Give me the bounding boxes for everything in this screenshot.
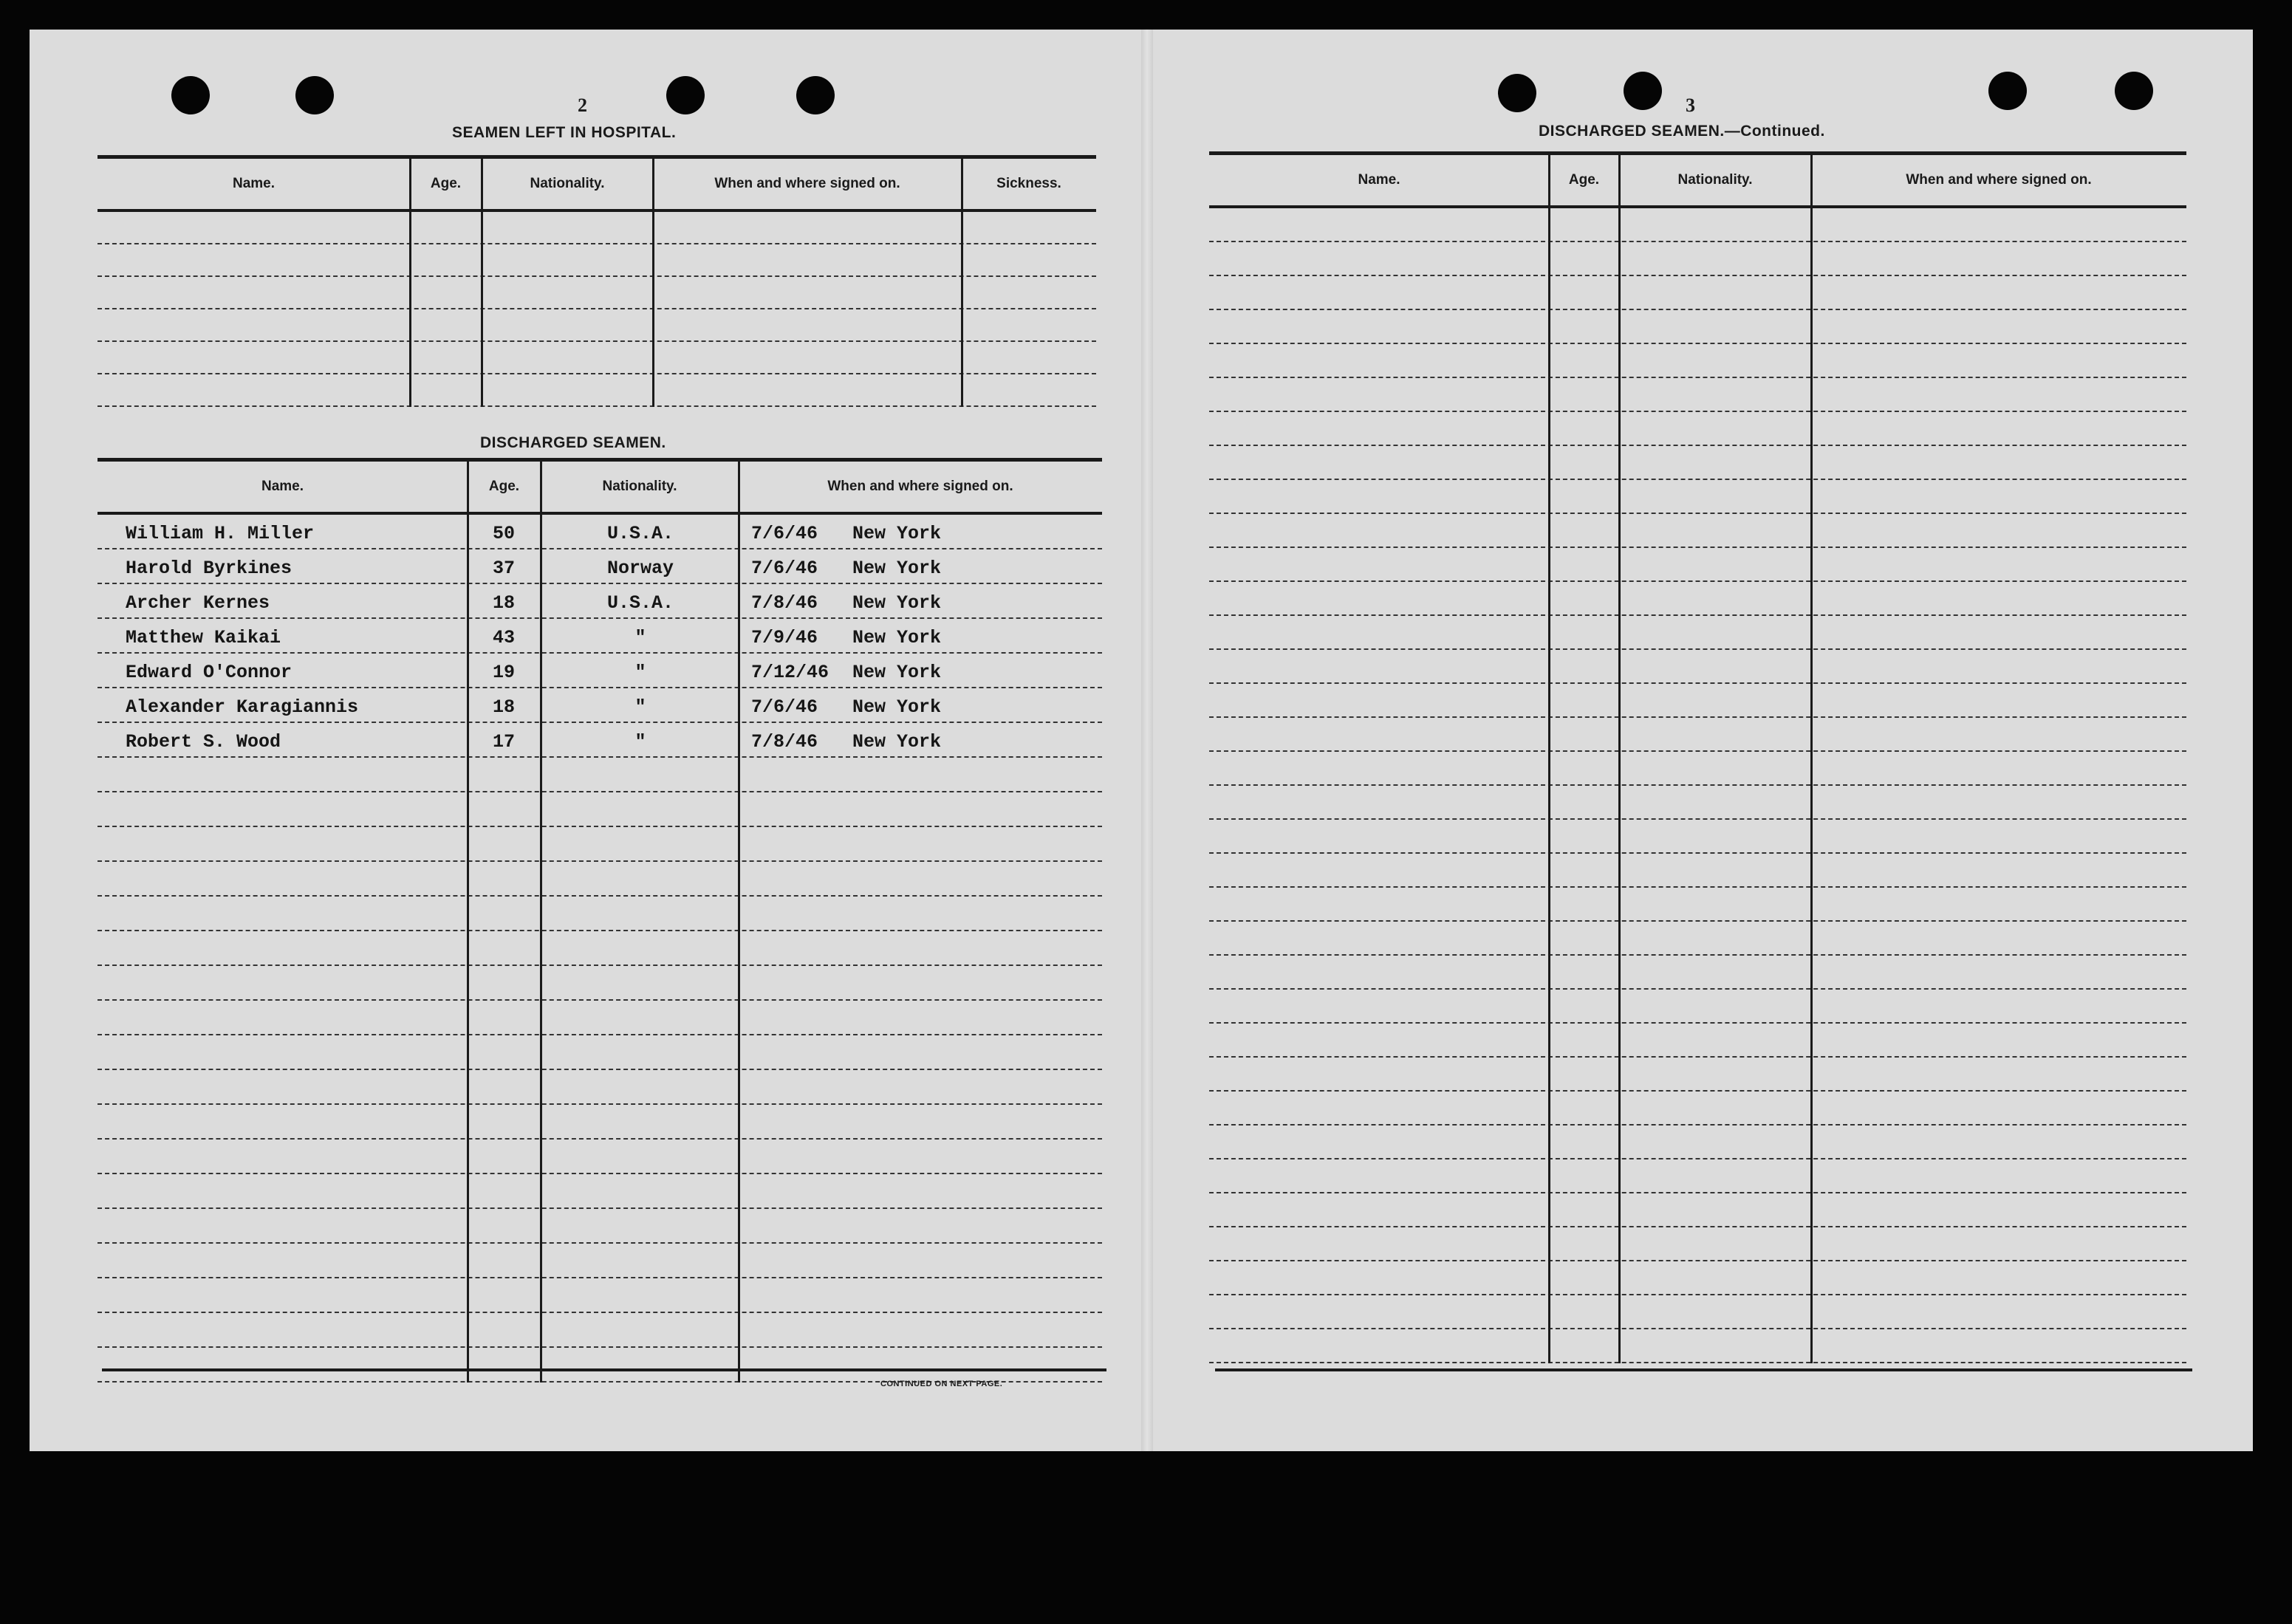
column-divider	[481, 159, 483, 407]
punch-hole	[1498, 74, 1536, 112]
hospital-section-title: SEAMEN LEFT IN HOSPITAL.	[452, 124, 677, 141]
seaman-age: 18	[492, 696, 515, 718]
column-header: Nationality.	[530, 176, 605, 191]
seaman-name: William H. Miller	[126, 523, 315, 544]
column-divider	[1618, 155, 1621, 1363]
blank-row	[1209, 310, 2186, 344]
discharged-table	[98, 458, 1102, 1383]
seaman-name: Harold Byrkines	[126, 558, 293, 579]
column-header: When and where signed on.	[1906, 172, 2092, 188]
blank-row	[1209, 820, 2186, 854]
left-page-number: 2	[578, 95, 587, 116]
seaman-nationality: U.S.A.	[606, 523, 674, 544]
right-page-number: 3	[1686, 95, 1695, 116]
blank-row	[98, 1244, 1102, 1278]
blank-row	[1209, 378, 2186, 412]
blank-row	[1209, 1261, 2186, 1295]
blank-row	[1209, 1126, 2186, 1159]
blank-row	[98, 1348, 1102, 1383]
blank-row	[1209, 1092, 2186, 1126]
blank-row	[98, 1105, 1102, 1140]
blank-row	[1209, 718, 2186, 752]
table-row	[98, 688, 1102, 723]
blank-row	[98, 792, 1102, 827]
blank-row	[98, 1070, 1102, 1105]
signed-on-place: New York	[852, 558, 942, 579]
signed-on-date: 7/9/46	[751, 627, 818, 648]
right-section-title: DISCHARGED SEAMEN.—Continued.	[1539, 123, 1825, 140]
signed-on-place: New York	[852, 696, 942, 718]
signed-on-place: New York	[852, 523, 942, 544]
column-header: When and where signed on.	[827, 479, 1013, 494]
blank-row	[98, 758, 1102, 792]
table-row	[98, 654, 1102, 688]
document-sheet	[30, 30, 2253, 1451]
column-divider	[467, 462, 469, 1383]
hospital-table	[98, 155, 1096, 407]
blank-row	[98, 897, 1102, 931]
column-divider	[738, 462, 740, 1383]
continued-note: CONTINUED ON NEXT PAGE.	[880, 1380, 1003, 1388]
punch-hole	[1988, 72, 2027, 110]
seaman-name: Archer Kernes	[126, 592, 270, 614]
seaman-name: Robert S. Wood	[126, 731, 281, 753]
table-header-row	[1209, 155, 2186, 208]
blank-row	[1209, 1024, 2186, 1058]
column-divider	[1810, 155, 1813, 1363]
blank-row	[98, 827, 1102, 862]
table-row	[98, 723, 1102, 758]
table-row	[98, 549, 1102, 584]
blank-row	[1209, 1329, 2186, 1363]
column-header: Sickness.	[996, 176, 1061, 191]
blank-row	[1209, 208, 2186, 242]
column-header: Age.	[1568, 172, 1600, 188]
table-body	[1209, 208, 2186, 1363]
blank-row	[98, 1001, 1102, 1035]
blank-row	[98, 1140, 1102, 1174]
seaman-nationality: U.S.A.	[606, 592, 674, 614]
table-row	[98, 619, 1102, 654]
blank-row	[98, 277, 1096, 309]
column-header: Name.	[232, 176, 276, 191]
column-divider	[652, 159, 654, 407]
signed-on-date: 7/8/46	[751, 731, 818, 753]
blank-row	[1209, 956, 2186, 990]
column-header: Name.	[261, 479, 304, 494]
signed-on-date: 7/6/46	[751, 696, 818, 718]
blank-row	[1209, 786, 2186, 820]
seaman-nationality: "	[634, 731, 646, 753]
punch-hole	[171, 76, 210, 114]
punch-hole	[1624, 72, 1662, 110]
blank-row	[98, 966, 1102, 1001]
right-bottom-rule	[1215, 1368, 2192, 1371]
punch-hole	[295, 76, 334, 114]
seaman-age: 17	[492, 731, 515, 753]
seaman-age: 37	[492, 558, 515, 579]
column-header: Nationality.	[602, 479, 677, 494]
blank-row	[1209, 548, 2186, 582]
table-header-row	[98, 159, 1096, 212]
blank-row	[98, 1035, 1102, 1070]
blank-row	[1209, 854, 2186, 888]
seaman-nationality: Norway	[606, 558, 674, 579]
blank-row	[98, 1174, 1102, 1209]
table-body	[98, 515, 1102, 1383]
blank-row	[1209, 888, 2186, 922]
punch-hole	[796, 76, 835, 114]
table-row	[98, 584, 1102, 619]
signed-on-place: New York	[852, 627, 942, 648]
blank-row	[1209, 1159, 2186, 1193]
seaman-nationality: "	[634, 662, 646, 683]
blank-row	[98, 1209, 1102, 1244]
table-body	[98, 212, 1096, 407]
blank-row	[1209, 650, 2186, 684]
blank-row	[1209, 1295, 2186, 1329]
blank-row	[1209, 514, 2186, 548]
signed-on-place: New York	[852, 731, 942, 753]
blank-row	[1209, 242, 2186, 276]
punch-hole	[2115, 72, 2153, 110]
blank-row	[1209, 1193, 2186, 1227]
blank-row	[1209, 344, 2186, 378]
column-divider	[540, 462, 542, 1383]
signed-on-place: New York	[852, 662, 942, 683]
blank-row	[1209, 1227, 2186, 1261]
blank-row	[1209, 684, 2186, 718]
blank-row	[98, 212, 1096, 244]
blank-row	[1209, 412, 2186, 446]
blank-row	[1209, 616, 2186, 650]
blank-row	[98, 1278, 1102, 1313]
blank-row	[98, 309, 1096, 342]
column-header: Nationality.	[1677, 172, 1753, 188]
blank-row	[1209, 276, 2186, 310]
blank-row	[1209, 1058, 2186, 1092]
signed-on-date: 7/6/46	[751, 523, 818, 544]
seaman-age: 19	[492, 662, 515, 683]
blank-row	[1209, 922, 2186, 956]
seaman-name: Edward O'Connor	[126, 662, 293, 683]
blank-row	[98, 862, 1102, 897]
seaman-age: 18	[492, 592, 515, 614]
signed-on-place: New York	[852, 592, 942, 614]
column-divider	[961, 159, 963, 407]
right-discharged-table	[1209, 151, 2186, 1363]
punch-hole	[666, 76, 705, 114]
seaman-age: 43	[492, 627, 515, 648]
table-row	[98, 515, 1102, 549]
blank-row	[1209, 582, 2186, 616]
column-header: When and where signed on.	[714, 176, 900, 191]
blank-row	[1209, 480, 2186, 514]
signed-on-date: 7/8/46	[751, 592, 818, 614]
center-fold	[1141, 30, 1153, 1451]
blank-row	[1209, 990, 2186, 1024]
blank-row	[98, 342, 1096, 374]
seaman-age: 50	[492, 523, 515, 544]
blank-row	[1209, 752, 2186, 786]
blank-row	[98, 1313, 1102, 1348]
blank-row	[98, 931, 1102, 966]
signed-on-date: 7/12/46	[751, 662, 829, 683]
column-divider	[1548, 155, 1550, 1363]
seaman-nationality: "	[634, 627, 646, 648]
column-divider	[409, 159, 411, 407]
seaman-name: Matthew Kaikai	[126, 627, 281, 648]
left-bottom-rule	[102, 1368, 1106, 1371]
signed-on-date: 7/6/46	[751, 558, 818, 579]
blank-row	[98, 244, 1096, 277]
blank-row	[1209, 446, 2186, 480]
blank-row	[98, 374, 1096, 407]
seaman-nationality: "	[634, 696, 646, 718]
column-header: Age.	[430, 176, 462, 191]
column-header: Age.	[488, 479, 520, 494]
column-header: Name.	[1358, 172, 1400, 188]
discharged-section-title: DISCHARGED SEAMEN.	[480, 434, 666, 451]
table-header-row	[98, 462, 1102, 515]
seaman-name: Alexander Karagiannis	[126, 696, 359, 718]
